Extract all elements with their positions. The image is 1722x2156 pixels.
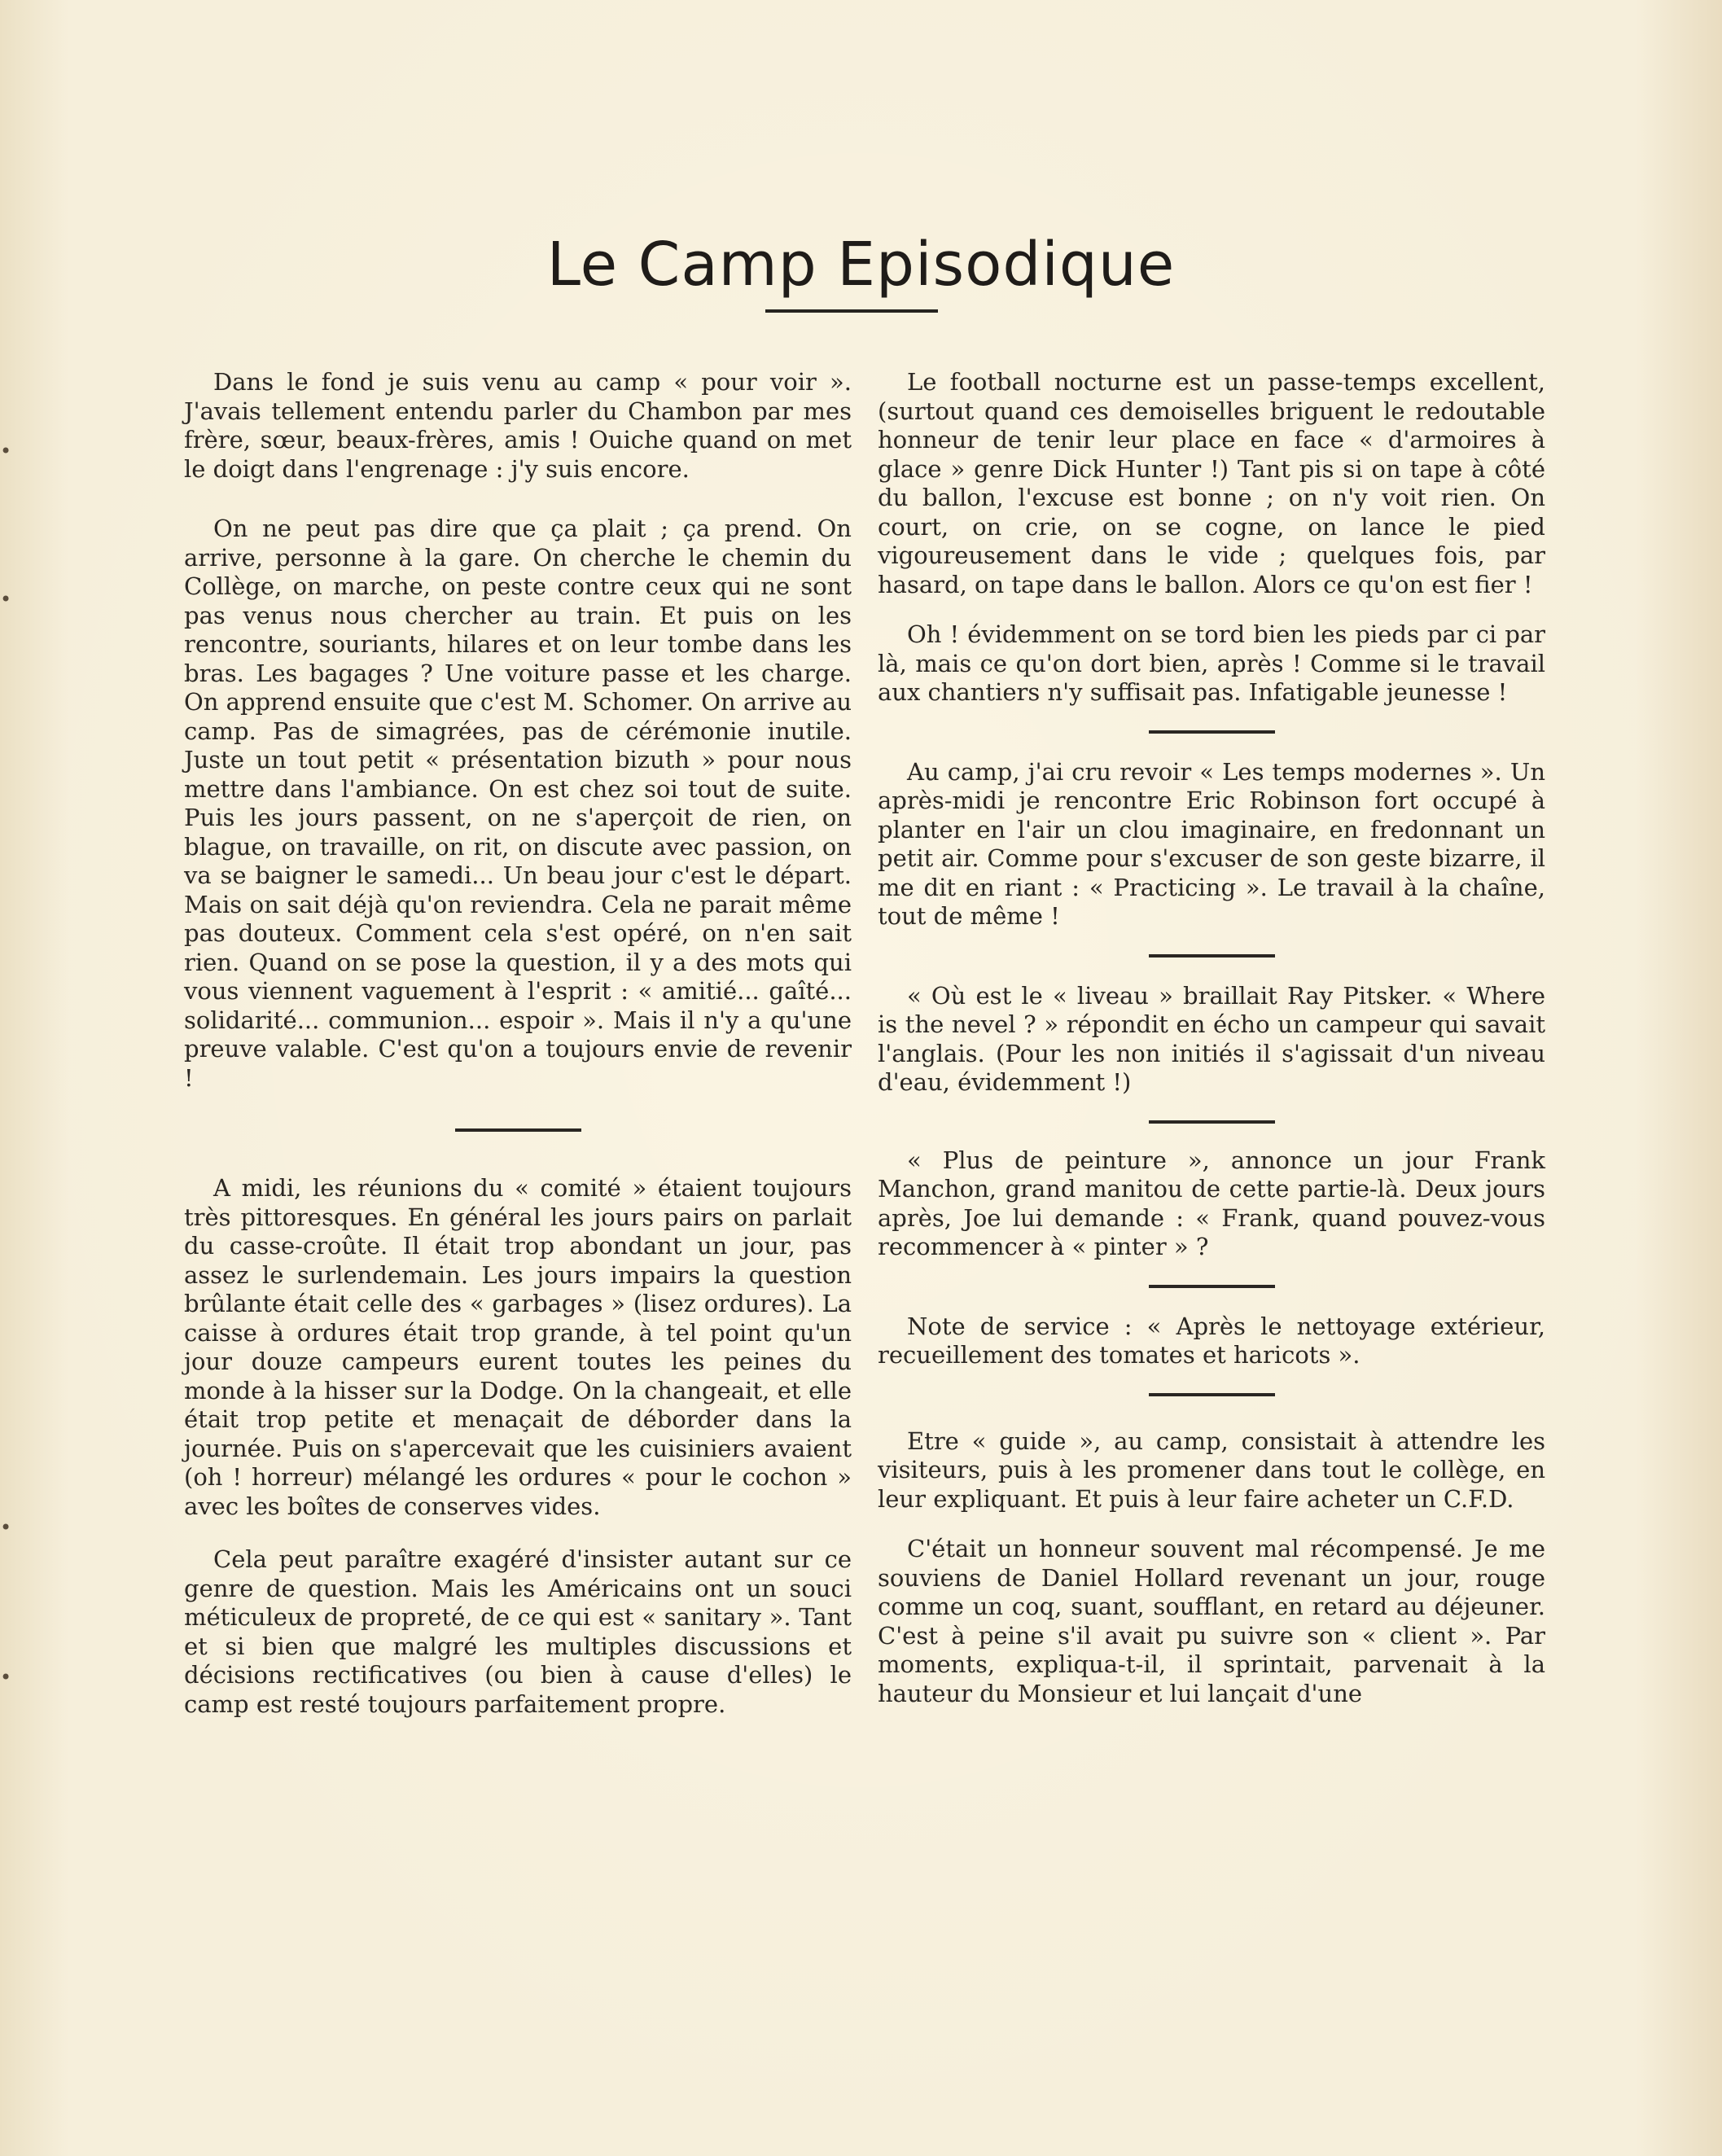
margin-mark: • [0, 588, 12, 611]
paragraph: Note de service : « Après le nettoyage extérieur, recueillement des tomates et haricots ». [878, 1312, 1545, 1369]
right-column [878, 368, 1545, 1708]
title-rule [765, 309, 938, 313]
paragraph: Cela peut paraître exagéré d'insister autant sur ce genre de question. Mais les Américains ont un souci méticuleux de propreté, de ce qui est « sanitary ». Tant et si bien que malgré les multiples discussions et décisions rectificatives (ou bien à cause d'elles) le camp est resté toujours parfaitement propre. [184, 1545, 852, 1718]
left-column [184, 368, 852, 1719]
paragraph: Dans le fond je suis venu au camp « pour voir ». J'avais tellement entendu parler du Chambon par mes frère, sœur, beaux-frères, amis ! Ouiche quand on met le doigt dans l'engrenage : j'y suis encore. [184, 368, 852, 483]
paragraph: Au camp, j'ai cru revoir « Les temps modernes ». Un après-midi je rencontre Eric Robinson fort occupé à planter en l'air un clou imaginaire, en fredonnant un petit air. Comme pour s'excuser de son geste bizarre, il me dit en riant : « Practicing ». Le travail à la chaîne, tout de même ! [878, 757, 1545, 930]
paragraph: Le football nocturne est un passe-temps excellent, (surtout quand ces demoiselles briguent le redoutable honneur de tenir leur place en face « d'armoires à glace » genre Dick Hunter !) Tant pis si on tape à côté du ballon, l'excuse est bonne ; on n'y voit rien. On court, on crie, on se cogne, on lance le pied vigoureusement dans le vide ; quelques fois, par hasard, on tape dans le ballon. Alors ce qu'on est fier ! [878, 368, 1545, 598]
paragraph: « Plus de peinture », annonce un jour Frank Manchon, grand manitou de cette partie-là. Deux jours après, Joe lui demande : « Frank, quand pouvez-vous recommencer à « pinter » ? [878, 1146, 1545, 1260]
margin-mark: • [0, 1516, 12, 1539]
paragraph: Oh ! évidemment on se tord bien les pieds par ci par là, mais ce qu'on dort bien, après ! Comme si le travail aux chantiers n'y suffisait pas. Infatigable jeunesse ! [878, 620, 1545, 706]
margin-mark: • [0, 440, 12, 462]
paragraph: A midi, les réunions du « comité » étaient toujours très pittoresques. En général les jours pairs on parlait du casse-croûte. Il était trop abondant un jour, pas assez le surlendemain. Les jours impairs la question brûlante était celle des « garbages » (lisez ordures). La caisse à ordures était trop grande, à tel point qu'un jour douze campeurs eurent toutes les peines du monde à la hisser sur la Dodge. On la changeait, et elle était trop petite et menaçait de déborder dans la journée. Puis on s'apercevait que les cuisiniers avaient (oh ! horreur) mélangé les ordures « pour le cochon » avec les boîtes de conserves vides. [184, 1174, 852, 1520]
paragraph: « Où est le « liveau » braillait Ray Pitsker. « Where is the nevel ? » répondit en écho un campeur qui savait l'anglais. (Pour les non initiés il s'agissait d'un niveau d'eau, évidemment !) [878, 981, 1545, 1096]
article-title: Le Camp Episodique [546, 229, 1176, 300]
paragraph: On ne peut pas dire que ça plait ; ça prend. On arrive, personne à la gare. On cherche le chemin du Collège, on marche, on peste contre ceux qui ne sont pas venus nous chercher au train. Et puis on les rencontre, souriants, hilares et on leur tombe dans les bras. Les bagages ? Une voiture passe et les charge. On apprend ensuite que c'est M. Schomer. On arrive au camp. Pas de simagrées, pas de cérémonie inutile. Juste un tout petit « présentation bizuth » pour nous mettre dans l'ambiance. On est chez soi tout de suite. Puis les jours passent, on ne s'aperçoit de rien, on blague, on travaille, on rit, on discute avec passion, on va se baigner le samedi... Un beau jour c'est le départ. Mais on sait déjà qu'on reviendra. Cela ne parait même pas douteux. Comment cela s'est opéré, on n'en sait rien. Quand on se pose la question, il y a des mots qui vous viennent vaguement à l'esprit : « amitié... gaîté... solidarité... communion... espoir ». Mais il n'y a qu'une preuve valable. C'est qu'on a toujours envie de revenir ! [184, 515, 852, 1092]
paragraph: Etre « guide », au camp, consistait à attendre les visiteurs, puis à les promener dans tout le collège, en leur expliquant. Et puis à leur faire acheter un C.F.D. [878, 1426, 1545, 1513]
margin-mark: • [0, 1666, 12, 1689]
paragraph: C'était un honneur souvent mal récompensé. Je me souviens de Daniel Hollard revenant un jour, rouge comme un coq, suant, soufflant, en retard au déjeuner. C'est à peine s'il avait pu suivre son « client ». Par moments, expliqua-t-il, il sprintait, parvenait à la hauteur du Monsieur et lui lançait d'une [878, 1535, 1545, 1707]
